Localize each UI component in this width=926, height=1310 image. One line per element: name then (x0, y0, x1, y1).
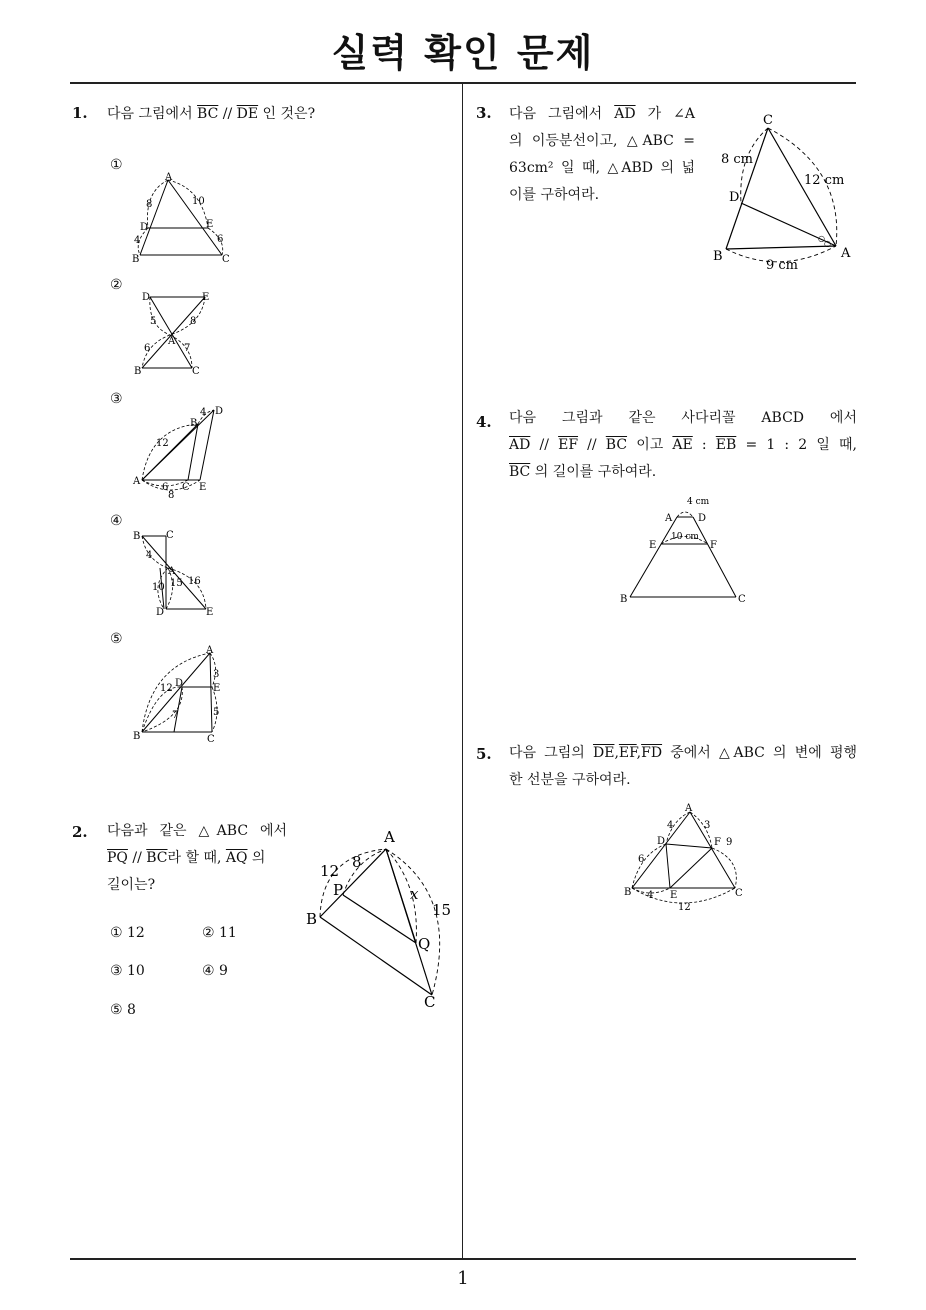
vertex-label: B (306, 910, 318, 928)
length-label: 7 (184, 343, 191, 354)
length-label: 15 (170, 578, 183, 589)
vertex-label: A (168, 566, 176, 577)
choice-marker[interactable]: ① (110, 157, 123, 173)
vertex-label: B (133, 731, 141, 742)
vertex-label: C (207, 734, 215, 745)
length-label: 4 (647, 890, 654, 901)
vertex-label: F (710, 540, 717, 551)
answer-option[interactable]: ⑤ 8 (110, 1002, 136, 1018)
vertex-label: B (133, 531, 141, 542)
vertex-label: B (624, 887, 632, 898)
vertex-label: B (190, 418, 198, 429)
length-label: 10 (152, 582, 165, 593)
page-title: 실력 확인 문제 (331, 31, 595, 75)
answer-option[interactable]: ③ 10 (110, 963, 145, 979)
vertex-label: E (202, 292, 210, 303)
length-label: 8 (146, 199, 153, 210)
length-label: 12 (678, 902, 691, 913)
length-label: 9 cm (766, 258, 799, 273)
length-label: 12 cm (804, 173, 845, 188)
vertex-label: D (215, 406, 224, 417)
vertex-label: E (206, 219, 214, 230)
vertex-label: D (657, 836, 666, 847)
length-label: 6 (217, 234, 224, 245)
length-label: 15 (432, 901, 452, 919)
problem-text: 다음 그림에서 $\overline{AD}$ 가 ∠A 의 이등분선이고, △ABC = 63cm² 일 때, △ABD 의 넓 이를 구하여라. (509, 106, 695, 203)
length-label: 8 (352, 853, 362, 871)
length-label: 8 cm (721, 152, 754, 167)
problem-text: 다음 그림에서 $\overline{BC} // \overline{DE}$ 인 것은? (107, 106, 316, 122)
column-divider (462, 84, 463, 1259)
angle-mark: ○ (818, 234, 825, 243)
length-label: 9 (726, 837, 733, 848)
length-label: 12 (156, 438, 169, 449)
length-label: 8 (190, 316, 197, 327)
figure-problem-5 (620, 800, 750, 915)
problem-number: 1. (72, 104, 88, 122)
problem-number: 5. (476, 745, 492, 763)
vertex-label: E (199, 482, 207, 493)
vertex-label: E (649, 540, 657, 551)
answer-option[interactable]: ② 11 (202, 925, 237, 941)
vertex-label: D (142, 292, 151, 303)
length-label: 6 (162, 482, 169, 493)
length-label: 12 (320, 862, 340, 880)
vertex-label: B (134, 366, 142, 377)
vertex-label: C (222, 254, 230, 265)
problem-text: 다음과 같은 △ABC 에서 $\overline{PQ} // \overline{BC}$라 할 때, $\overline{AQ}$ 의 길이는? (107, 823, 287, 893)
vertex-label: Q (418, 935, 431, 953)
vertex-label: C (735, 888, 743, 899)
vertex-label: D (156, 607, 165, 618)
vertex-label: A (841, 246, 851, 261)
length-label: 16 (188, 576, 201, 587)
vertex-label: A (168, 336, 176, 347)
length-label: x (410, 885, 419, 903)
vertex-label: E (670, 890, 678, 901)
choice-marker[interactable]: ② (110, 277, 123, 293)
length-label: 3 (704, 820, 711, 831)
vertex-label: C (424, 993, 436, 1011)
length-label: 4 (134, 235, 141, 246)
page-number: 1 (457, 1268, 469, 1289)
vertex-label: C (763, 113, 773, 128)
length-label: 10 cm (671, 532, 699, 542)
figure-choice-4 (130, 526, 230, 621)
length-label: 4 cm (687, 497, 710, 507)
vertex-label: A (165, 172, 173, 183)
vertex-label: A (685, 803, 693, 814)
choice-marker[interactable]: ④ (110, 513, 123, 529)
figure-problem-3 (708, 108, 868, 278)
choice-marker[interactable]: ⑤ (110, 631, 123, 647)
problem-number: 3. (476, 104, 492, 122)
vertex-label: D (140, 222, 149, 233)
length-label: 10 (192, 196, 205, 207)
vertex-label: B (713, 249, 723, 264)
vertex-label: C (166, 530, 174, 541)
length-label: 4 (146, 550, 153, 561)
length-label: 4 (200, 407, 207, 418)
figure-choice-3 (130, 402, 240, 502)
bottom-rule (70, 1258, 856, 1260)
choice-marker[interactable]: ③ (110, 391, 123, 407)
length-label: 8 (168, 490, 175, 501)
vertex-label: D (698, 513, 707, 524)
length-label: 5 (150, 316, 157, 327)
problem-text: 다음 그림의 $\overline{DE},\overline{EF},\overline{FD}$ 중에서 △ABC 의 변에 평행 한 선분을 구하여라. (509, 745, 857, 788)
length-label: 5 (213, 707, 220, 718)
figure-choice-1 (130, 170, 240, 265)
vertex-label: C (182, 482, 190, 493)
figure-problem-2 (300, 825, 460, 1015)
vertex-label: D (729, 190, 740, 205)
vertex-label: E (206, 607, 214, 618)
vertex-label: A (133, 476, 141, 487)
length-label: 6 (638, 854, 645, 865)
vertex-label: C (738, 594, 746, 605)
figure-problem-4 (615, 493, 765, 608)
length-label: 3 (213, 669, 220, 680)
vertex-label: E (213, 683, 221, 694)
vertex-label: A (384, 828, 395, 846)
length-label: 7 (172, 710, 179, 721)
angle-mark: ○ (824, 239, 831, 248)
problem-number: 4. (476, 413, 492, 431)
length-label: 6 (144, 343, 151, 354)
vertex-label: A (665, 513, 673, 524)
vertex-label: D (175, 678, 184, 689)
vertex-label: C (192, 366, 200, 377)
length-label: 12 (160, 683, 173, 694)
vertex-label: A (206, 645, 214, 656)
problem-text: 다음 그림과 같은 사다리꼴 ABCD 에서 $\overline{AD} // \overline{EF} // \overline{BC}$ 이고 $\overline{AE}$ : $\overline{EB} = 1$ : 2 일 때, $\overline{BC}$ 의 길이를 구하여라. (509, 410, 857, 480)
vertex-label: B (132, 254, 140, 265)
vertex-label: B (620, 594, 628, 605)
figure-choice-5 (130, 645, 240, 745)
answer-option[interactable]: ① 12 (110, 925, 145, 941)
vertex-label: P (333, 881, 344, 899)
vertex-label: F (714, 837, 721, 848)
problem-number: 2. (72, 823, 88, 841)
answer-option[interactable]: ④ 9 (202, 963, 228, 979)
figure-choice-2 (130, 288, 230, 378)
length-label: 4 (667, 820, 674, 831)
